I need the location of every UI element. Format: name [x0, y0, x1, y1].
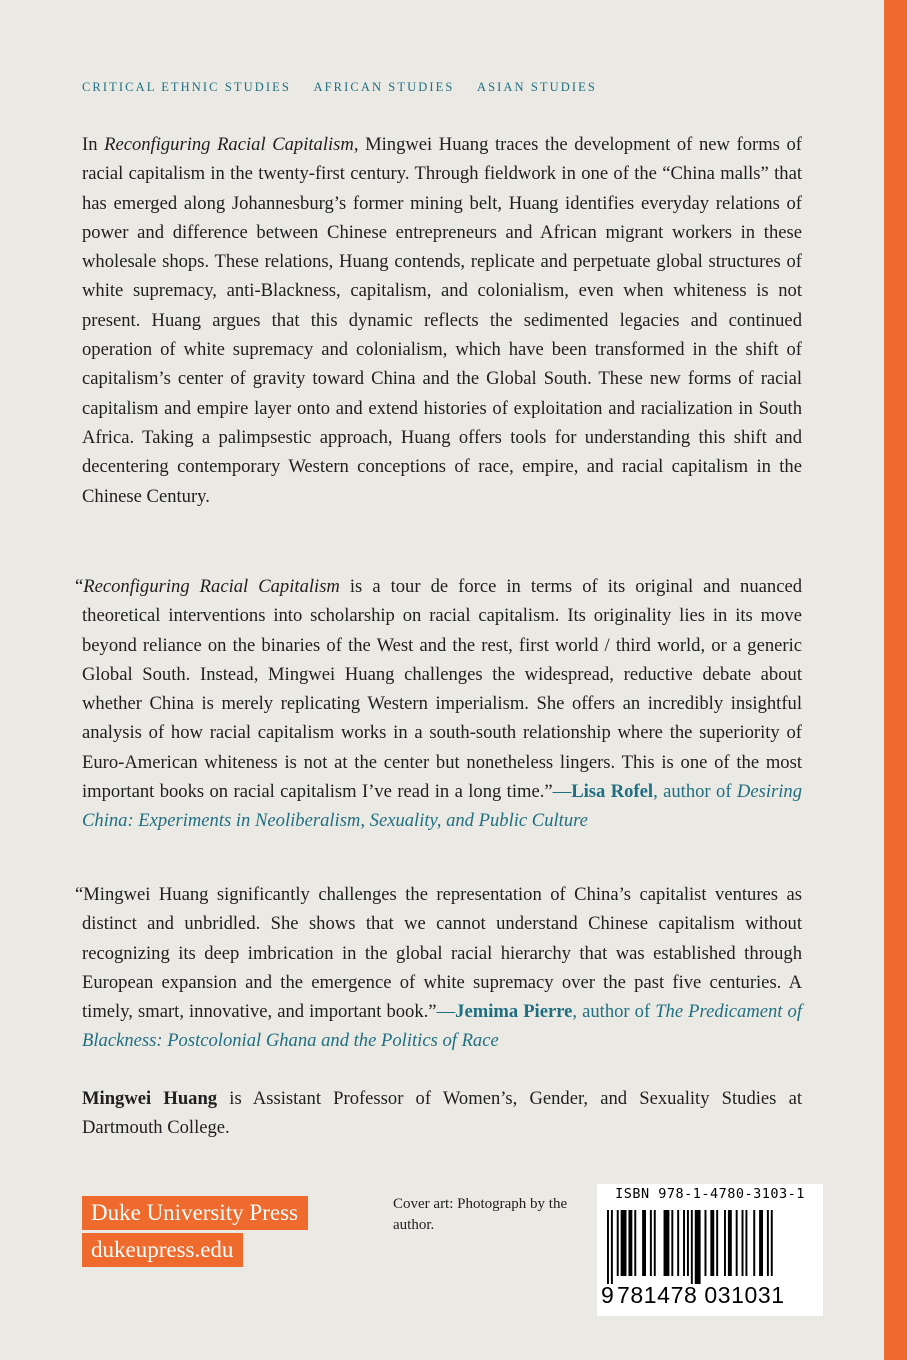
barcode-bar [621, 1210, 627, 1276]
barcode-bars-icon [605, 1210, 815, 1284]
isbn-barcode [597, 1184, 823, 1316]
quote2-author: Jemima Pierre [455, 1001, 573, 1023]
category-critical-ethnic-studies: CRITICAL ETHNIC STUDIES [82, 80, 291, 94]
barcode-bar [695, 1210, 701, 1284]
barcode-bar [767, 1210, 769, 1276]
barcode-bar [650, 1210, 652, 1276]
barcode-bar [654, 1210, 656, 1276]
bio-text: is Assistant Professor of Women’s, Gender, and Sexuality Studies at Dartmouth College. [82, 1088, 802, 1139]
book-description [82, 130, 802, 511]
quote1-dash: — [552, 781, 572, 803]
endorsement-rofel [75, 572, 802, 836]
barcode-bar [642, 1210, 646, 1276]
barcode-bar [742, 1210, 744, 1276]
barcode-bar [736, 1210, 738, 1276]
orange-edge-stripe [884, 0, 907, 1360]
blurb-intro: In [82, 134, 105, 155]
barcode-bar [745, 1210, 747, 1276]
category-african-studies: AFRICAN STUDIES [313, 80, 455, 94]
barcode-bar [611, 1210, 613, 1284]
publisher-name: Duke University Press [82, 1196, 308, 1230]
quote2-author-of: , author of [572, 1001, 656, 1023]
cover-art-credit: Cover art: Photograph by the author. [393, 1196, 568, 1233]
barcode-bar [724, 1210, 726, 1276]
barcode-bar [671, 1210, 673, 1276]
blurb-body: , Mingwei Huang traces the development of new forms of racial capitalism in the twenty-first century. Through fieldwork in one of the “China malls” that has emerged along Johannesburg’s former mining belt, Huang identifies everyday relations of power and difference between Chinese entrepreneurs and African migrant workers in these wholesale shops. These relations, Huang contends, replicate and perpetuate global structures of white supremacy, anti-Blackness, capitalism, and colonialism, even when whiteness is not present. Huang argues that this dynamic reflects the sedimented legacies and continued operation of white supremacy and colonialism, which have been transformed in the shift of capitalism’s center of gravity toward China and the Global South. These new forms of racial capitalism and empire layer onto and extend histories of exploitation and racialization in South Africa. Taking a palimpsestic approach, Huang offers tools for understanding this shift and decentering contemporary Western conceptions of race, empire, and racial capitalism in the Chinese Century. [82, 134, 802, 507]
author-bio [82, 1084, 802, 1143]
publisher-block [82, 1196, 308, 1267]
quote1-body: is a tour de force in terms of its original and nuanced theoretical interventions into scholarship on racial capitalism. Its originality lies in its move beyond reliance on the binaries of the West and the rest, first world / third world, or a generic Global South. Instead, Mingwei Huang challenges the widespread, reductive debate about whether China is merely replicating Western imperialism. She offers an incredibly insightful analysis of how racial capitalism works in a south-south relationship where the superiority of Euro-American whiteness is not at the center but nonetheless lingers. This is one of the most important books on racial capitalism I’ve read in a long time.” [82, 576, 802, 803]
quote1-author: Lisa Rofel [571, 781, 654, 803]
publisher-url: dukeupress.edu [82, 1233, 243, 1267]
ean-remaining-digits: 781478 031031 [617, 1282, 785, 1308]
barcode-bar [607, 1210, 609, 1284]
category-asian-studies: ASIAN STUDIES [476, 80, 597, 94]
barcode-bar [677, 1210, 679, 1276]
quote1-book-title: Reconfiguring Racial Capitalism [83, 576, 340, 597]
barcode-bar [634, 1210, 636, 1276]
ean-first-digit: 9 [601, 1282, 615, 1308]
subject-categories [82, 80, 615, 95]
bio-author-name: Mingwei Huang [82, 1088, 218, 1109]
barcode-bar [691, 1210, 693, 1284]
quote2-dash: — [436, 1001, 456, 1023]
barcode-bar [771, 1210, 773, 1276]
barcode-bar [617, 1210, 619, 1276]
barcode-bar [753, 1210, 755, 1276]
barcode-bar [683, 1210, 685, 1276]
barcode-bar [728, 1210, 732, 1276]
barcode-bar [664, 1210, 670, 1276]
quote1-author-of: , author of [653, 781, 737, 803]
barcode-bar [705, 1210, 707, 1276]
quote2-author-book: The Predicament of Blackness: Postcolonial Ghana and the Politics of Race [82, 1001, 802, 1052]
quote1-author-book: Desiring China: Experiments in Neoliberalism, Sexuality, and Public Culture [82, 781, 802, 832]
barcode-bar [687, 1210, 689, 1276]
endorsement-pierre [75, 880, 802, 1056]
barcode-bar [759, 1210, 763, 1276]
barcode-bar [710, 1210, 714, 1276]
blurb-book-title: Reconfiguring Racial Capitalism [104, 134, 354, 155]
barcode-bar [628, 1210, 632, 1276]
isbn-number: ISBN 978-1-4780-3103-1 [615, 1186, 805, 1202]
quote2-body: “Mingwei Huang significantly challenges the representation of China’s capitalist ventures as distinct and unbridled. She shows that we cannot understand Chinese capitalism without recognizing its deep imbrication in the global racial hierarchy that was established through European expansion and the emergence of white supremacy over the past five centuries. A timely, smart, innovative, and important book.” [75, 884, 802, 1023]
quote1-open: “ [75, 576, 84, 597]
barcode-bar [716, 1210, 718, 1276]
